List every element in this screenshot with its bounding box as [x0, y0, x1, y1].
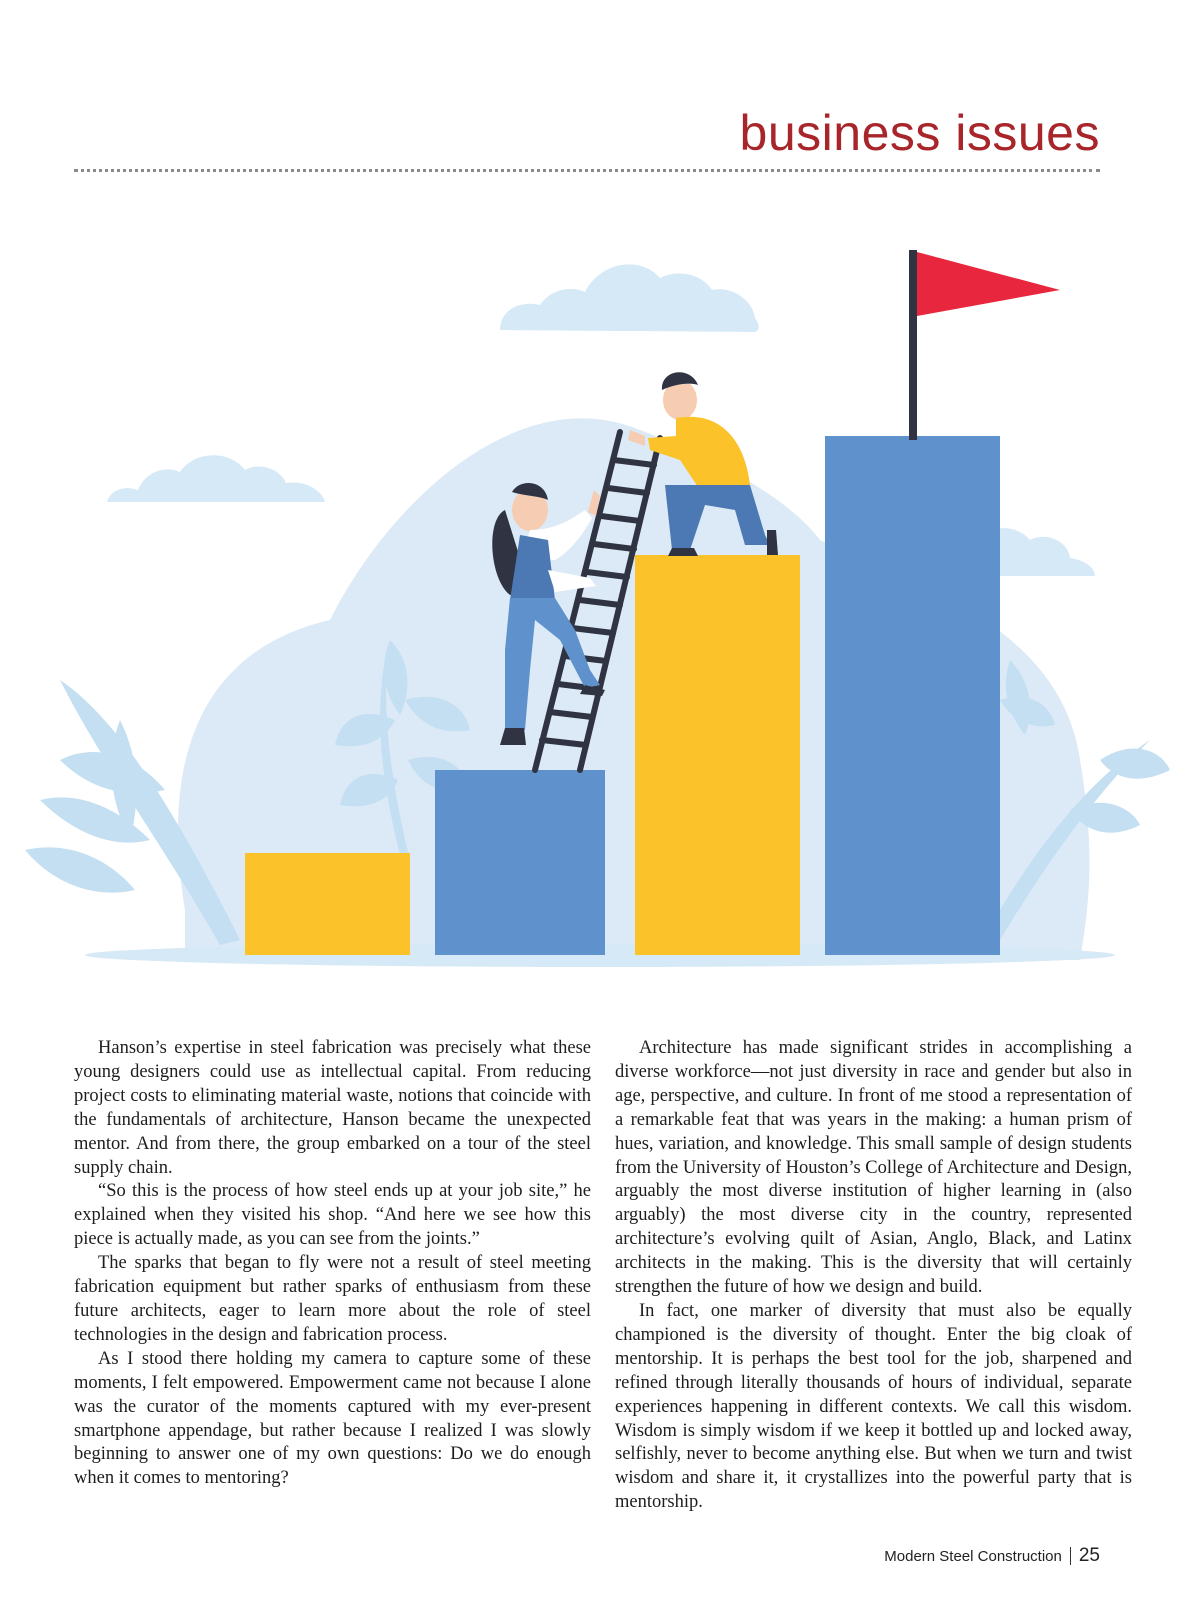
bar-step-4 [825, 436, 1000, 955]
page-number: 25 [1078, 1545, 1100, 1566]
bar-step-1 [245, 853, 410, 955]
paragraph: In fact, one marker of diversity that must also be equally championed is the diversity of thought. Enter the big cloak of mentorship. It is perhaps the best tool for the job, sharpened and refined through literally thousands of hours of individual, separate experiences happening in different contexts. We call this wisdom. Wisdom is simply wisdom if we keep it bottled up and locked away, selfishly, never to become anything else. But when we turn and twist wisdom and share it, it crystallizes into the powerful party that is mentorship. [615, 1300, 1132, 1513]
paragraph: The sparks that began to fly were not a result of steel meeting fabrication equipment but rather sparks of enthusiasm from these future architects, eager to learn more about the role of steel technologies in the design and fabrication process. [74, 1253, 591, 1345]
dotted-divider [74, 169, 1100, 172]
article-column-right [615, 1037, 1132, 1515]
footer-divider [1070, 1547, 1071, 1565]
page-footer [884, 1545, 1100, 1567]
illustration-climbing-to-flag [0, 200, 1200, 1000]
paragraph: As I stood there holding my camera to capture some of these moments, I felt empowered. Empowerment came not because I alone was the curator of the moments captured with my ever-present smartphone appendage, but rather because I realized I was slowly beginning to answer one of my own questions: Do we do enough when it comes to mentoring? [74, 1348, 591, 1489]
article-column-left [74, 1037, 591, 1491]
paragraph: Hanson’s expertise in steel fabrication was precisely what these young designers could use as intellectual capital. From reducing project costs to eliminating material waste, notions that coincide with the fundamentals of architecture, Hanson became the unexpected mentor. And from there, the group embarked on a tour of the steel supply chain. [74, 1038, 591, 1178]
paragraph: “So this is the process of how steel ends up at your job site,” he explained when they visited his shop. “And here we see how this piece is actually made, as you can see from the joints.” [74, 1181, 591, 1250]
cloud-icon [107, 455, 325, 502]
bar-step-3 [635, 555, 800, 955]
section-title: business issues [739, 105, 1100, 161]
flag-pole [909, 250, 917, 440]
cloud-icon [500, 264, 759, 332]
paragraph: Architecture has made significant strides in accomplishing a diverse workforce—not just diversity in race and gender but also in age, perspective, and culture. In front of me stood a representation of a remarkable feat that was years in the making: a human prism of hues, variation, and knowledge. This small sample of design students from the University of Houston’s College of Architecture and Design, arguably the most diverse institution of higher learning in (also arguably) the most diverse city in the country, represented architecture’s evolving quilt of Asian, Anglo, Black, and Latinx architects in the making. This is the diversity that will certainly strengthen the future of how we design and build. [615, 1038, 1132, 1298]
publication-name: Modern Steel Construction [884, 1548, 1062, 1565]
flag-icon [917, 252, 1060, 316]
bar-step-2 [435, 770, 605, 955]
